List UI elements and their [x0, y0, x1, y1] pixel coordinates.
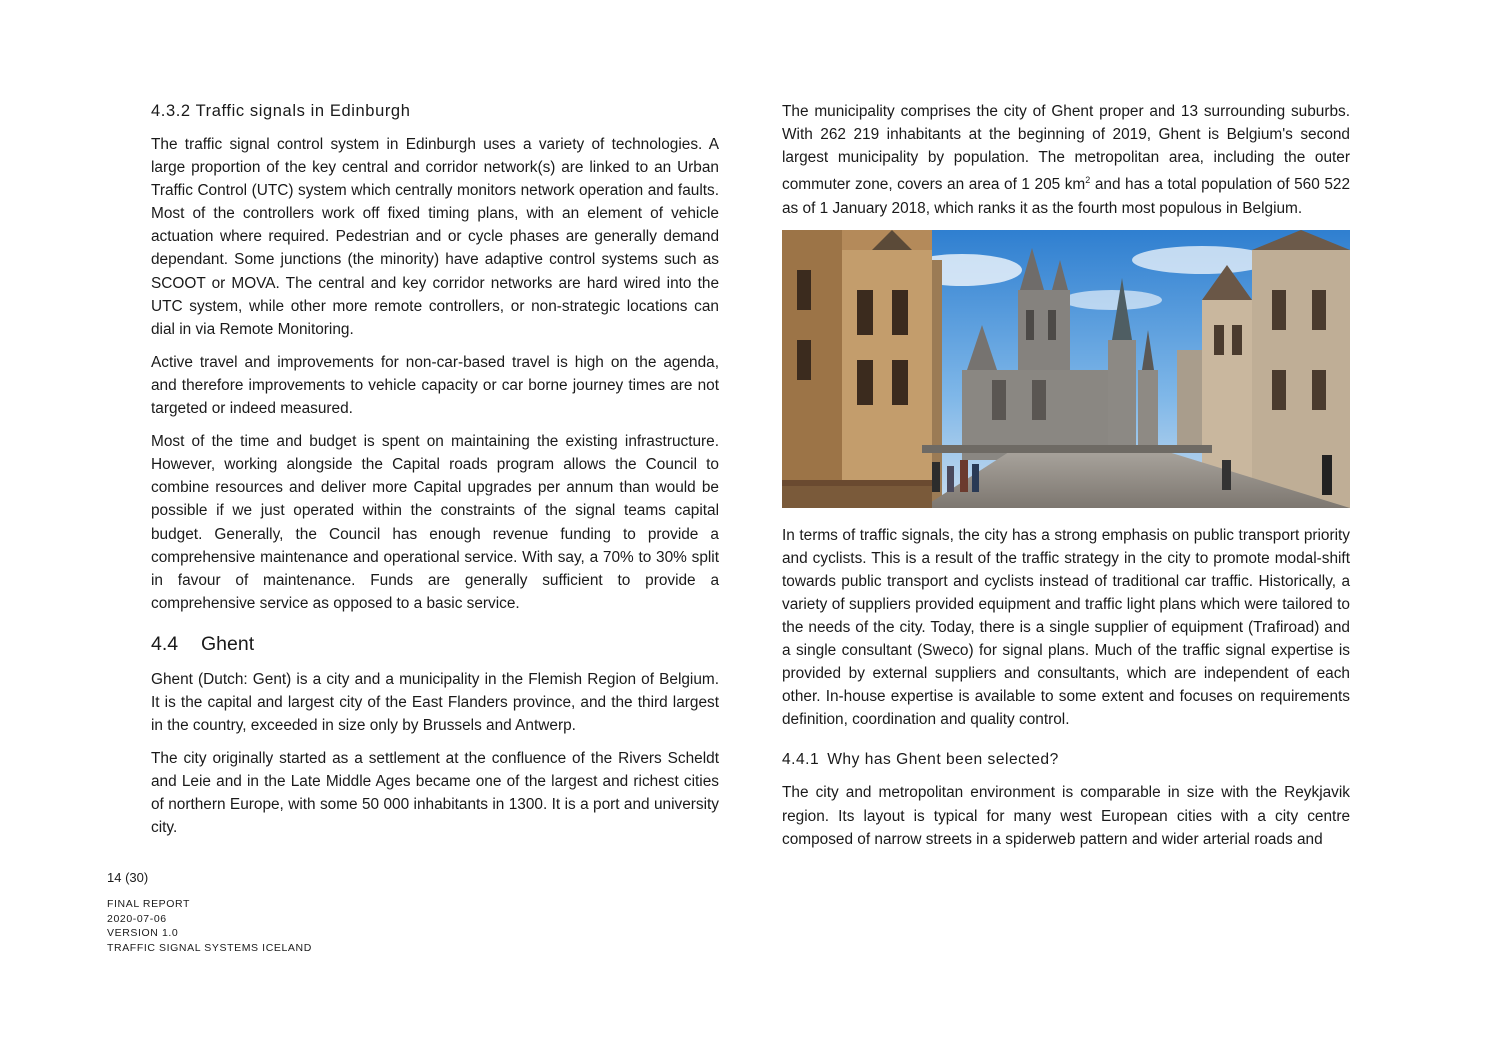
section-number: 4.4 — [151, 632, 179, 655]
ghent-street-photo — [782, 230, 1350, 508]
paragraph-edinburgh-control: The traffic signal control system in Edinburgh uses a variety of technologies. A large proportion of the key central and corridor network(s) are linked to an Urban Traffic Control (UTC) system which centrally monitors network operation and faults. Most of the controllers work off fixed timing plans, with an element of vehicle actuation where required. Pedestrian and or cycle phases are generally demand dependant. Some junctions (the minority) have adaptive control systems such as SCOOT or MOVA. The central and key corridor networks are hard wired into the UTC system, while other more remote controllers, or non-strategic locations can dial in via Remote Monitoring. — [151, 136, 719, 338]
paragraph-ghent-intro: Ghent (Dutch: Gent) is a city and a municipality in the Flemish Region of Belgium. It is the capital and largest city of the East Flanders province, and the third largest in the country, exceeded in size only by Brussels and Antwerp. — [151, 670, 719, 735]
right-column — [782, 100, 1350, 861]
subsection-heading-4-4-1 — [782, 751, 1350, 769]
paragraph-municipality: The municipality comprises the city of Ghent proper and 13 surrounding suburbs. With 262 219 inhabitants at the beginning of 2019, Ghent is Belgium's second largest municipality by population. The metropolitan area, including the outer commuter zone, covers an area of 1 205 $km^2$ and has a total population of 560 522 as of 1 January 2018, which ranks it as the fourth most populous in Belgium. — [782, 103, 1350, 217]
report-title: TRAFFIC SIGNAL SYSTEMS ICELAND — [107, 941, 312, 954]
report-version: VERSION 1.0 — [107, 927, 179, 939]
superscript: 2 — [1085, 175, 1091, 186]
section-title: Ghent — [201, 632, 255, 655]
paragraph-active-travel: Active travel and improvements for non-car-based travel is high on the agenda, and therefore improvements to vehicle capacity or car borne journey times are not targeted or indeed measured. — [151, 353, 719, 418]
subsection-heading-4-3-2: 4.3.2 Traffic signals in Edinburgh — [151, 102, 411, 120]
subsection-title: Why has Ghent been selected? — [827, 751, 1059, 769]
page-number: 14 (30) — [107, 870, 149, 885]
report-metadata — [107, 897, 312, 955]
paragraph-why-ghent: The city and metropolitan environment is comparable in size with the Reykjavik region. Its layout is typical for many west European cities with a city centre composed of narrow streets in a spiderweb pattern and wider arterial roads and — [782, 784, 1350, 848]
page-footer — [107, 870, 312, 955]
paragraph-ghent-history: The city originally started as a settlement at the confluence of the Rivers Scheldt and Leie and in the Late Middle Ages became one of the largest and richest cities of northern Europe, with some 50 000 inhabitants in 1300. It is a port and university city. — [151, 750, 719, 837]
report-date: 2020-07-06 — [107, 912, 167, 925]
paragraph-budget: Most of the time and budget is spent on maintaining the existing infrastructure. However, working alongside the Capital roads program allows the Council to combine resources and deliver more Capital upgrades per annum than would be possible if we just operated within the constraints of the signal teams capital budget. Generally, the Council has enough revenue funding to provide a comprehensive maintenance and operational service. With say, a 70% to 30% split in favour of maintenance. Funds are generally sufficient to provide a comprehensive service as opposed to a basic service. — [151, 433, 719, 612]
subsection-number: 4.4.1 — [782, 751, 820, 769]
section-heading-4-4 — [151, 633, 719, 656]
paragraph-ghent-traffic-signals: In terms of traffic signals, the city has a strong emphasis on public transport priority and cyclists. This is a result of the traffic strategy in the city to promote modal-shift towards public transport and cyclists instead of traditional car traffic. Historically, a variety of suppliers provided equipment and traffic light plans which were tailored to the needs of the city. Today, there is a single supplier of equipment (Trafiroad) and a single consultant (Sweco) for signal plans. Much of the traffic signal expertise is provided by external suppliers and consultants, which are independent of each other. In-house expertise is available to some extent and focuses on requirements definition, coordination and quality control. — [782, 526, 1350, 729]
left-column — [151, 100, 719, 850]
report-type: FINAL REPORT — [107, 898, 191, 910]
